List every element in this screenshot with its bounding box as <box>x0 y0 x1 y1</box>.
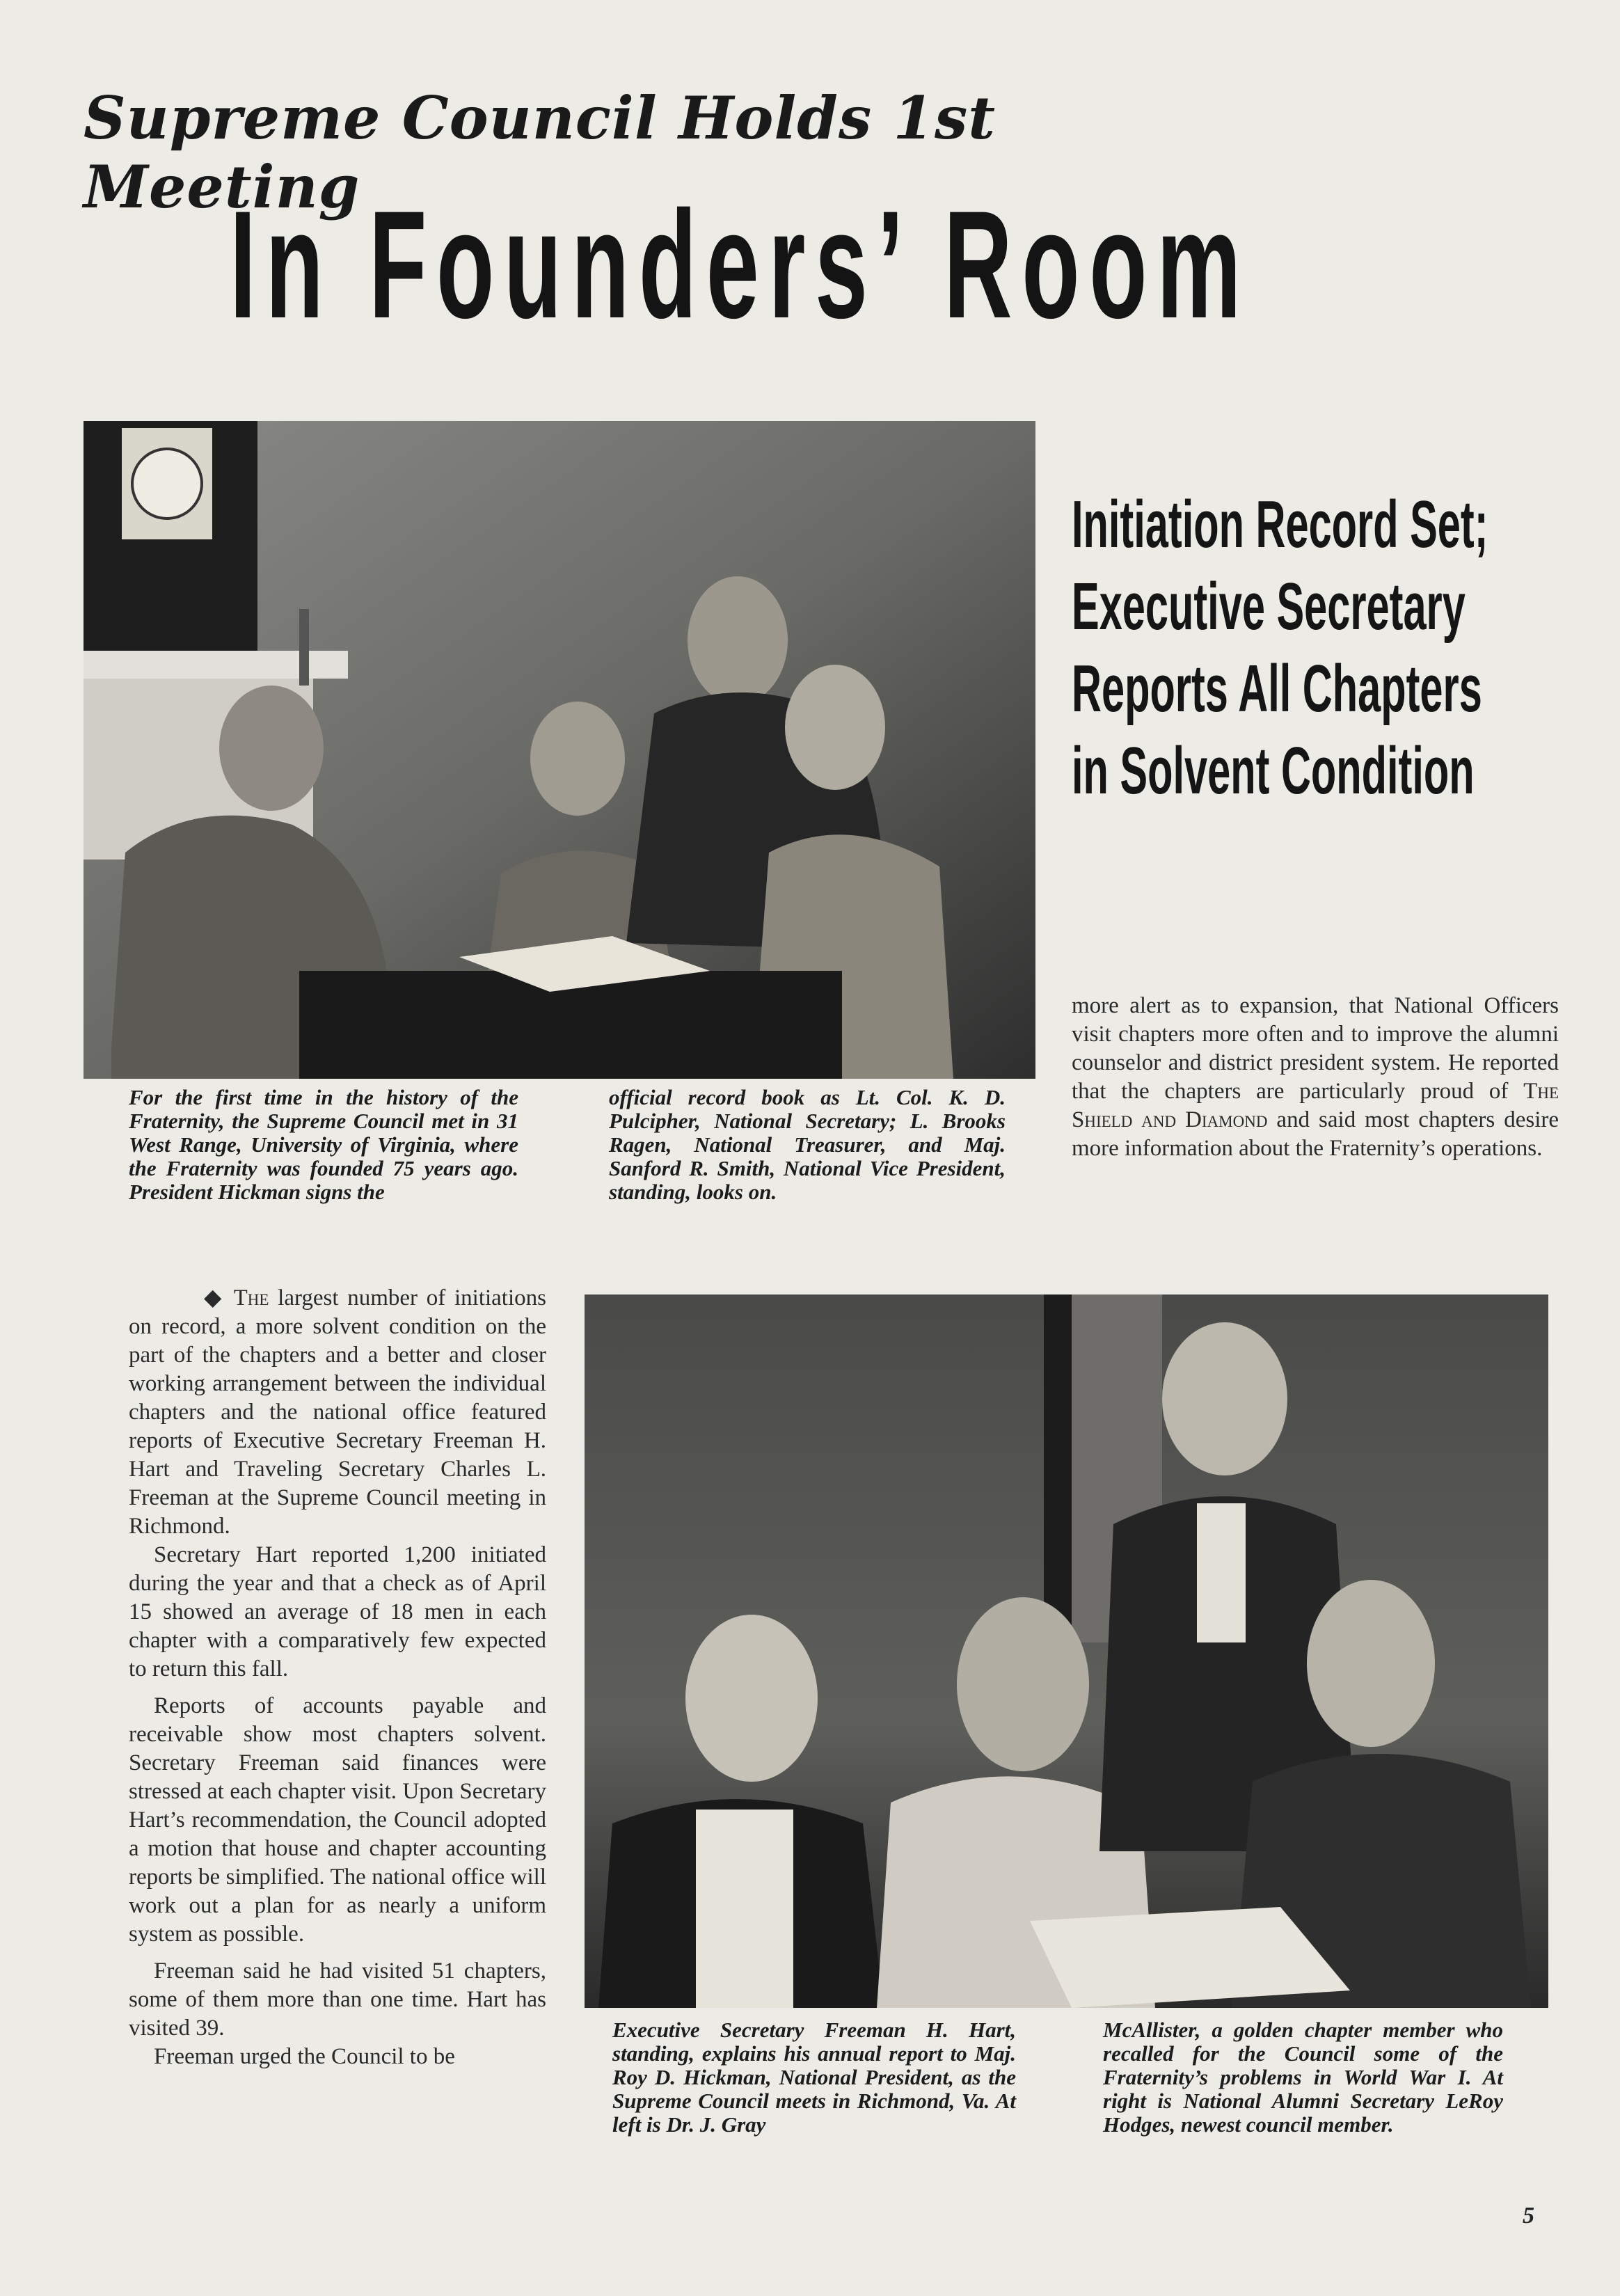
article-paragraph: Secretary Hart reported 1,200 initiated during the year and that a check as of April 15 showed an average of 18 men in each chapter with a comparatively few expected to return this fall. <box>129 1542 546 1681</box>
bottom-photo-caption-right: McAllister, a golden chapter member who recalled for the Council some of the Fraternity’s problems in World War I. At right is National Alumni Secretary LeRoy Hodges, newest council member. <box>1103 2018 1503 2137</box>
article-paragraph: Reports of accounts payable and receivable show most chapters solvent. Secretary Freeman said finances were stressed at each chapter visit. Upon Secretary Hart’s recommendation, the Council adopted a motion that house and chapter accounting reports be simplified. The national office will work out a plan for as nearly a uniform system as possible. <box>129 1693 546 1947</box>
paragraph-text: largest number of initiations on record, a more solvent condition on the part of the chapters and a better and closer working arrangement between the individual chapters and the national office featured reports of Executive Secretary Freeman H. Hart and Traveling Secretary Charles L. Freeman at the Supreme Council meeting in Richmond. <box>129 1285 546 1539</box>
article-paragraph: Freeman urged the Council to be <box>154 2044 455 2069</box>
headline-line: in Solvent Condition <box>1072 734 1475 808</box>
bullet-icon: ◆ <box>204 1285 225 1311</box>
article-headline <box>1072 484 1559 812</box>
right-text-after: and said most chapters desire more information about the Fraternity’s operations. <box>1072 1107 1559 1161</box>
top-photo <box>84 421 1035 1079</box>
headline-line: Reports All Chapters <box>1072 651 1482 726</box>
publication-name: The Shield and Diamond <box>1072 1079 1559 1132</box>
right-text-before: more alert as to expansion, that National Officers visit chapters more often and to improve the alumni counselor and district president system. He reported that the chapters are particularly proud of <box>1072 993 1559 1104</box>
bottom-photo-caption-left: Executive Secretary Freeman H. Hart, standing, explains his annual report to Maj. Roy D. Hickman, National President, as the Supreme Council meets in Richmond, Va. At left is Dr. J. Gray <box>612 2018 1016 2137</box>
article-paragraph <box>129 1284 546 1541</box>
page-number: 5 <box>1523 2203 1534 2228</box>
headline-line: Initiation Record Set; <box>1072 487 1488 562</box>
top-photo-caption-left: For the first time in the history of the Fraternity, the Supreme Council met in 31 West Range, University of Virginia, where the Fraternity was founded 75 years ago. President Hickman signs the <box>129 1085 518 1204</box>
article-paragraph: Freeman said he had visited 51 chapters, some of them more than one time. Hart has visited 39. <box>129 1958 546 2041</box>
script-title: Supreme Council Holds 1st Meeting <box>84 84 996 221</box>
article-body <box>129 1284 546 2071</box>
top-photo-caption-right: official record book as Lt. Col. K. D. Pulcipher, National Secretary; L. Brooks Ragen, National Treasurer, and Maj. Sanford R. Smith, National Vice President, standing, looks on. <box>609 1085 1006 1204</box>
lead-word: The <box>233 1285 269 1311</box>
bottom-photo <box>585 1295 1548 2008</box>
right-column-text <box>1072 992 1559 1163</box>
main-title: In Founders’ Room <box>230 179 1251 350</box>
headline-line: Executive Secretary <box>1072 569 1466 644</box>
